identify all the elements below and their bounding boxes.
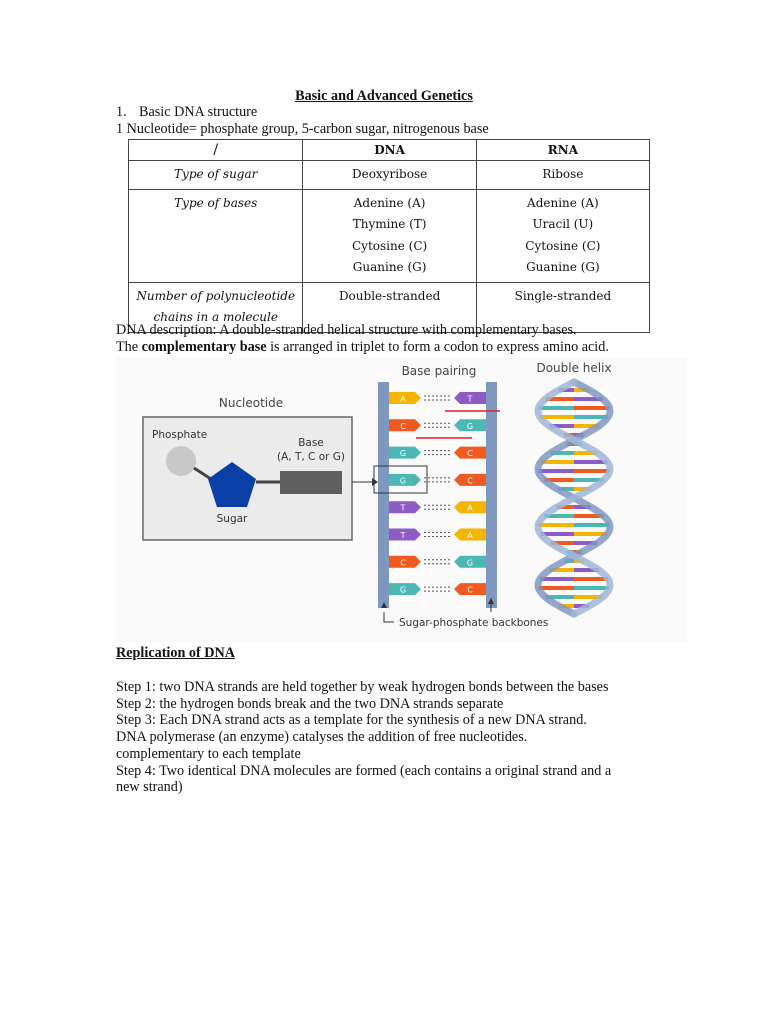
table-cell: Ribose xyxy=(476,161,649,190)
base-letter: G xyxy=(466,421,474,431)
base-letter: C xyxy=(400,421,406,431)
double-helix-title: Double helix xyxy=(536,361,612,375)
replication-step: Step 3: Each DNA strand acts as a template for the synthesis of a new DNA strand. xyxy=(116,712,587,728)
base-item: Guanine (G) xyxy=(352,260,427,274)
text-prefix: The xyxy=(116,339,142,355)
base-letter: C xyxy=(400,558,406,568)
phosphate-label: Phosphate xyxy=(152,429,208,441)
base-letter: A xyxy=(467,531,473,540)
base-letter: T xyxy=(400,503,406,513)
row-label: Type of sugar xyxy=(129,161,303,190)
base-letter: G xyxy=(399,585,407,595)
replication-step: Step 4: Two identical DNA molecules are formed (each contains a original strand and a xyxy=(116,763,612,779)
table-header-cell: RNA xyxy=(476,140,649,161)
base-rectangle-icon xyxy=(280,471,342,494)
row-label: Number of polynucleotide chains in a molecule xyxy=(129,282,303,332)
table-cell: Single-stranded xyxy=(476,282,649,332)
base-item: Guanine (G) xyxy=(526,260,600,274)
row-label: Type of bases xyxy=(129,189,303,282)
bold-term: complementary base xyxy=(141,339,267,355)
replication-step: new strand) xyxy=(116,779,183,795)
base-label: Base xyxy=(298,437,324,449)
base-letter: C xyxy=(467,476,473,486)
replication-step: Step 2: the hydrogen bonds break and the two DNA strands separate xyxy=(116,696,504,712)
phosphate-circle-icon xyxy=(166,446,196,476)
base-letter: A xyxy=(400,394,406,404)
table-cell xyxy=(476,189,649,282)
base-pairing-title: Base pairing xyxy=(401,364,477,378)
base-item: Uracil (U) xyxy=(532,217,594,231)
base-item: Adenine (A) xyxy=(527,195,599,210)
base-item: Adenine (A) xyxy=(353,195,426,210)
backbone-label: Sugar-phosphate backbones xyxy=(399,617,549,629)
base-letter: G xyxy=(399,449,407,459)
dna-rna-comparison-table xyxy=(128,139,650,333)
base-letter: T xyxy=(400,531,406,540)
base-letter: G xyxy=(399,476,407,486)
replication-step: complementary to each template xyxy=(116,746,301,762)
nucleotide-definition: 1 Nucleotide= phosphate group, 5-carbon sugar, nitrogenous base xyxy=(116,121,489,137)
replication-heading: Replication of DNA xyxy=(116,645,236,661)
base-letter: G xyxy=(466,558,474,568)
base-sub-label: (A, T, C or G) xyxy=(276,451,346,463)
base-letter: C xyxy=(467,585,473,595)
sugar-label: Sugar xyxy=(216,513,248,525)
section-heading xyxy=(116,104,676,121)
table-cell: Deoxyribose xyxy=(303,161,476,190)
left-backbone xyxy=(378,382,389,608)
dna-description: DNA description: A double-stranded helical structure with complementary bases. xyxy=(116,322,577,338)
right-backbone xyxy=(486,382,497,608)
base-letter: C xyxy=(467,449,473,459)
base-item: Thymine (T) xyxy=(352,217,427,231)
table-header-cell: / xyxy=(129,140,303,161)
replication-step: DNA polymerase (an enzyme) catalyses the addition of free nucleotides. xyxy=(116,729,528,745)
page-title: Basic and Advanced Genetics xyxy=(295,88,473,104)
base-item: Cytosine (C) xyxy=(352,238,428,253)
complementary-base-line xyxy=(116,339,676,356)
base-letter: A xyxy=(467,503,473,513)
base-item: Cytosine (C) xyxy=(525,238,601,253)
dna-structure-figure xyxy=(116,358,686,642)
table-cell: Double-stranded xyxy=(303,282,476,332)
nucleotide-title: Nucleotide xyxy=(218,396,284,410)
replication-step: Step 1: two DNA strands are held together by weak hydrogen bonds between the bases xyxy=(116,679,609,695)
table-header-cell: DNA xyxy=(303,140,476,161)
table-cell xyxy=(303,189,476,282)
table-row xyxy=(129,161,650,190)
table-header-row xyxy=(129,140,650,161)
base-letter: T xyxy=(467,394,473,404)
section-number: 1. xyxy=(116,104,127,120)
section-heading-text: Basic DNA structure xyxy=(139,104,258,120)
text-suffix: is arranged in triplet to form a codon to express amino acid. xyxy=(266,339,609,355)
table-row xyxy=(129,189,650,282)
